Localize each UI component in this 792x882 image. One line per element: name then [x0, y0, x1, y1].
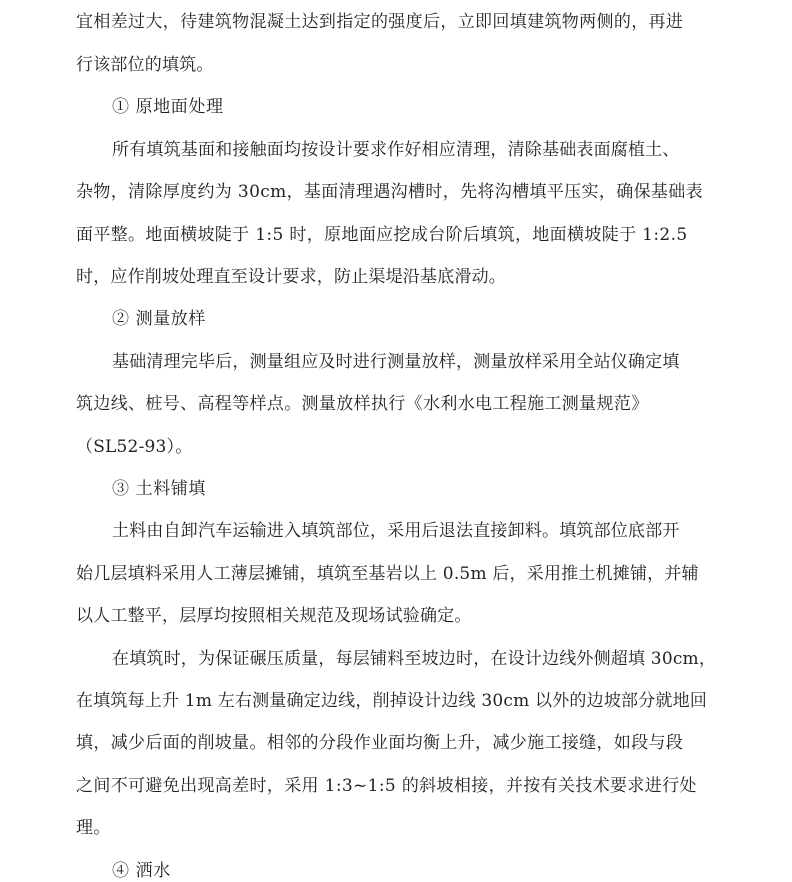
paragraph-line: 土料由自卸汽车运输进入填筑部位，采用后退法直接卸料。填筑部位底部开 — [112, 521, 680, 541]
paragraph-line: 填，减少后面的削坡量。相邻的分段作业面均衡上升，减少施工接缝，如段与段 — [76, 733, 684, 753]
section-heading: ③ 土料铺填 — [112, 479, 207, 499]
paragraph-line: 以人工整平，层厚均按照相关规范及现场试验确定。 — [76, 606, 472, 626]
paragraph-line: 筑边线、桩号、高程等样点。测量放样执行《水利水电工程施工测量规范》 — [76, 394, 649, 414]
paragraph-line: 始几层填料采用人工薄层摊铺，填筑至基岩以上 0.5m 后，采用推土机摊铺，并辅 — [76, 564, 699, 584]
paragraph-line: 基础清理完毕后，测量组应及时进行测量放样，测量放样采用全站仪确定填 — [112, 352, 680, 372]
paragraph-line: 理。 — [76, 818, 111, 838]
paragraph-line: 宜相差过大，待建筑物混凝土达到指定的强度后，立即回填建筑物两侧的，再进 — [76, 12, 684, 32]
section-heading: ② 测量放样 — [112, 309, 207, 329]
paragraph-line: 在填筑每上升 1m 左右测量确定边线，削掉设计边线 30cm 以外的边坡部分就地回 — [76, 691, 708, 711]
paragraph-line: 所有填筑基面和接触面均按设计要求作好相应清理，清除基础表面腐植土、 — [112, 140, 680, 160]
section-heading: ④ 洒水 — [112, 861, 171, 881]
paragraph-line: 面平整。地面横坡陡于 1:5 时，原地面应挖成台阶后填筑，地面横坡陡于 1:2.5 — [76, 225, 688, 245]
paragraph-line: 行该部位的填筑。 — [76, 55, 214, 75]
section-heading: ① 原地面处理 — [112, 97, 224, 117]
paragraph-line: （SL52-93）。 — [76, 437, 193, 457]
paragraph-line: 杂物，清除厚度约为 30cm，基面清理遇沟槽时，先将沟槽填平压实，确保基础表 — [76, 182, 703, 202]
paragraph-line: 之间不可避免出现高差时，采用 1:3~1:5 的斜坡相接，并按有关技术要求进行处 — [76, 776, 697, 796]
paragraph-line: 时，应作削坡处理直至设计要求，防止渠堤沿基底滑动。 — [76, 267, 506, 287]
paragraph-line: 在填筑时，为保证碾压质量，每层铺料至坡边时，在设计边线外侧超填 30cm， — [112, 649, 717, 669]
